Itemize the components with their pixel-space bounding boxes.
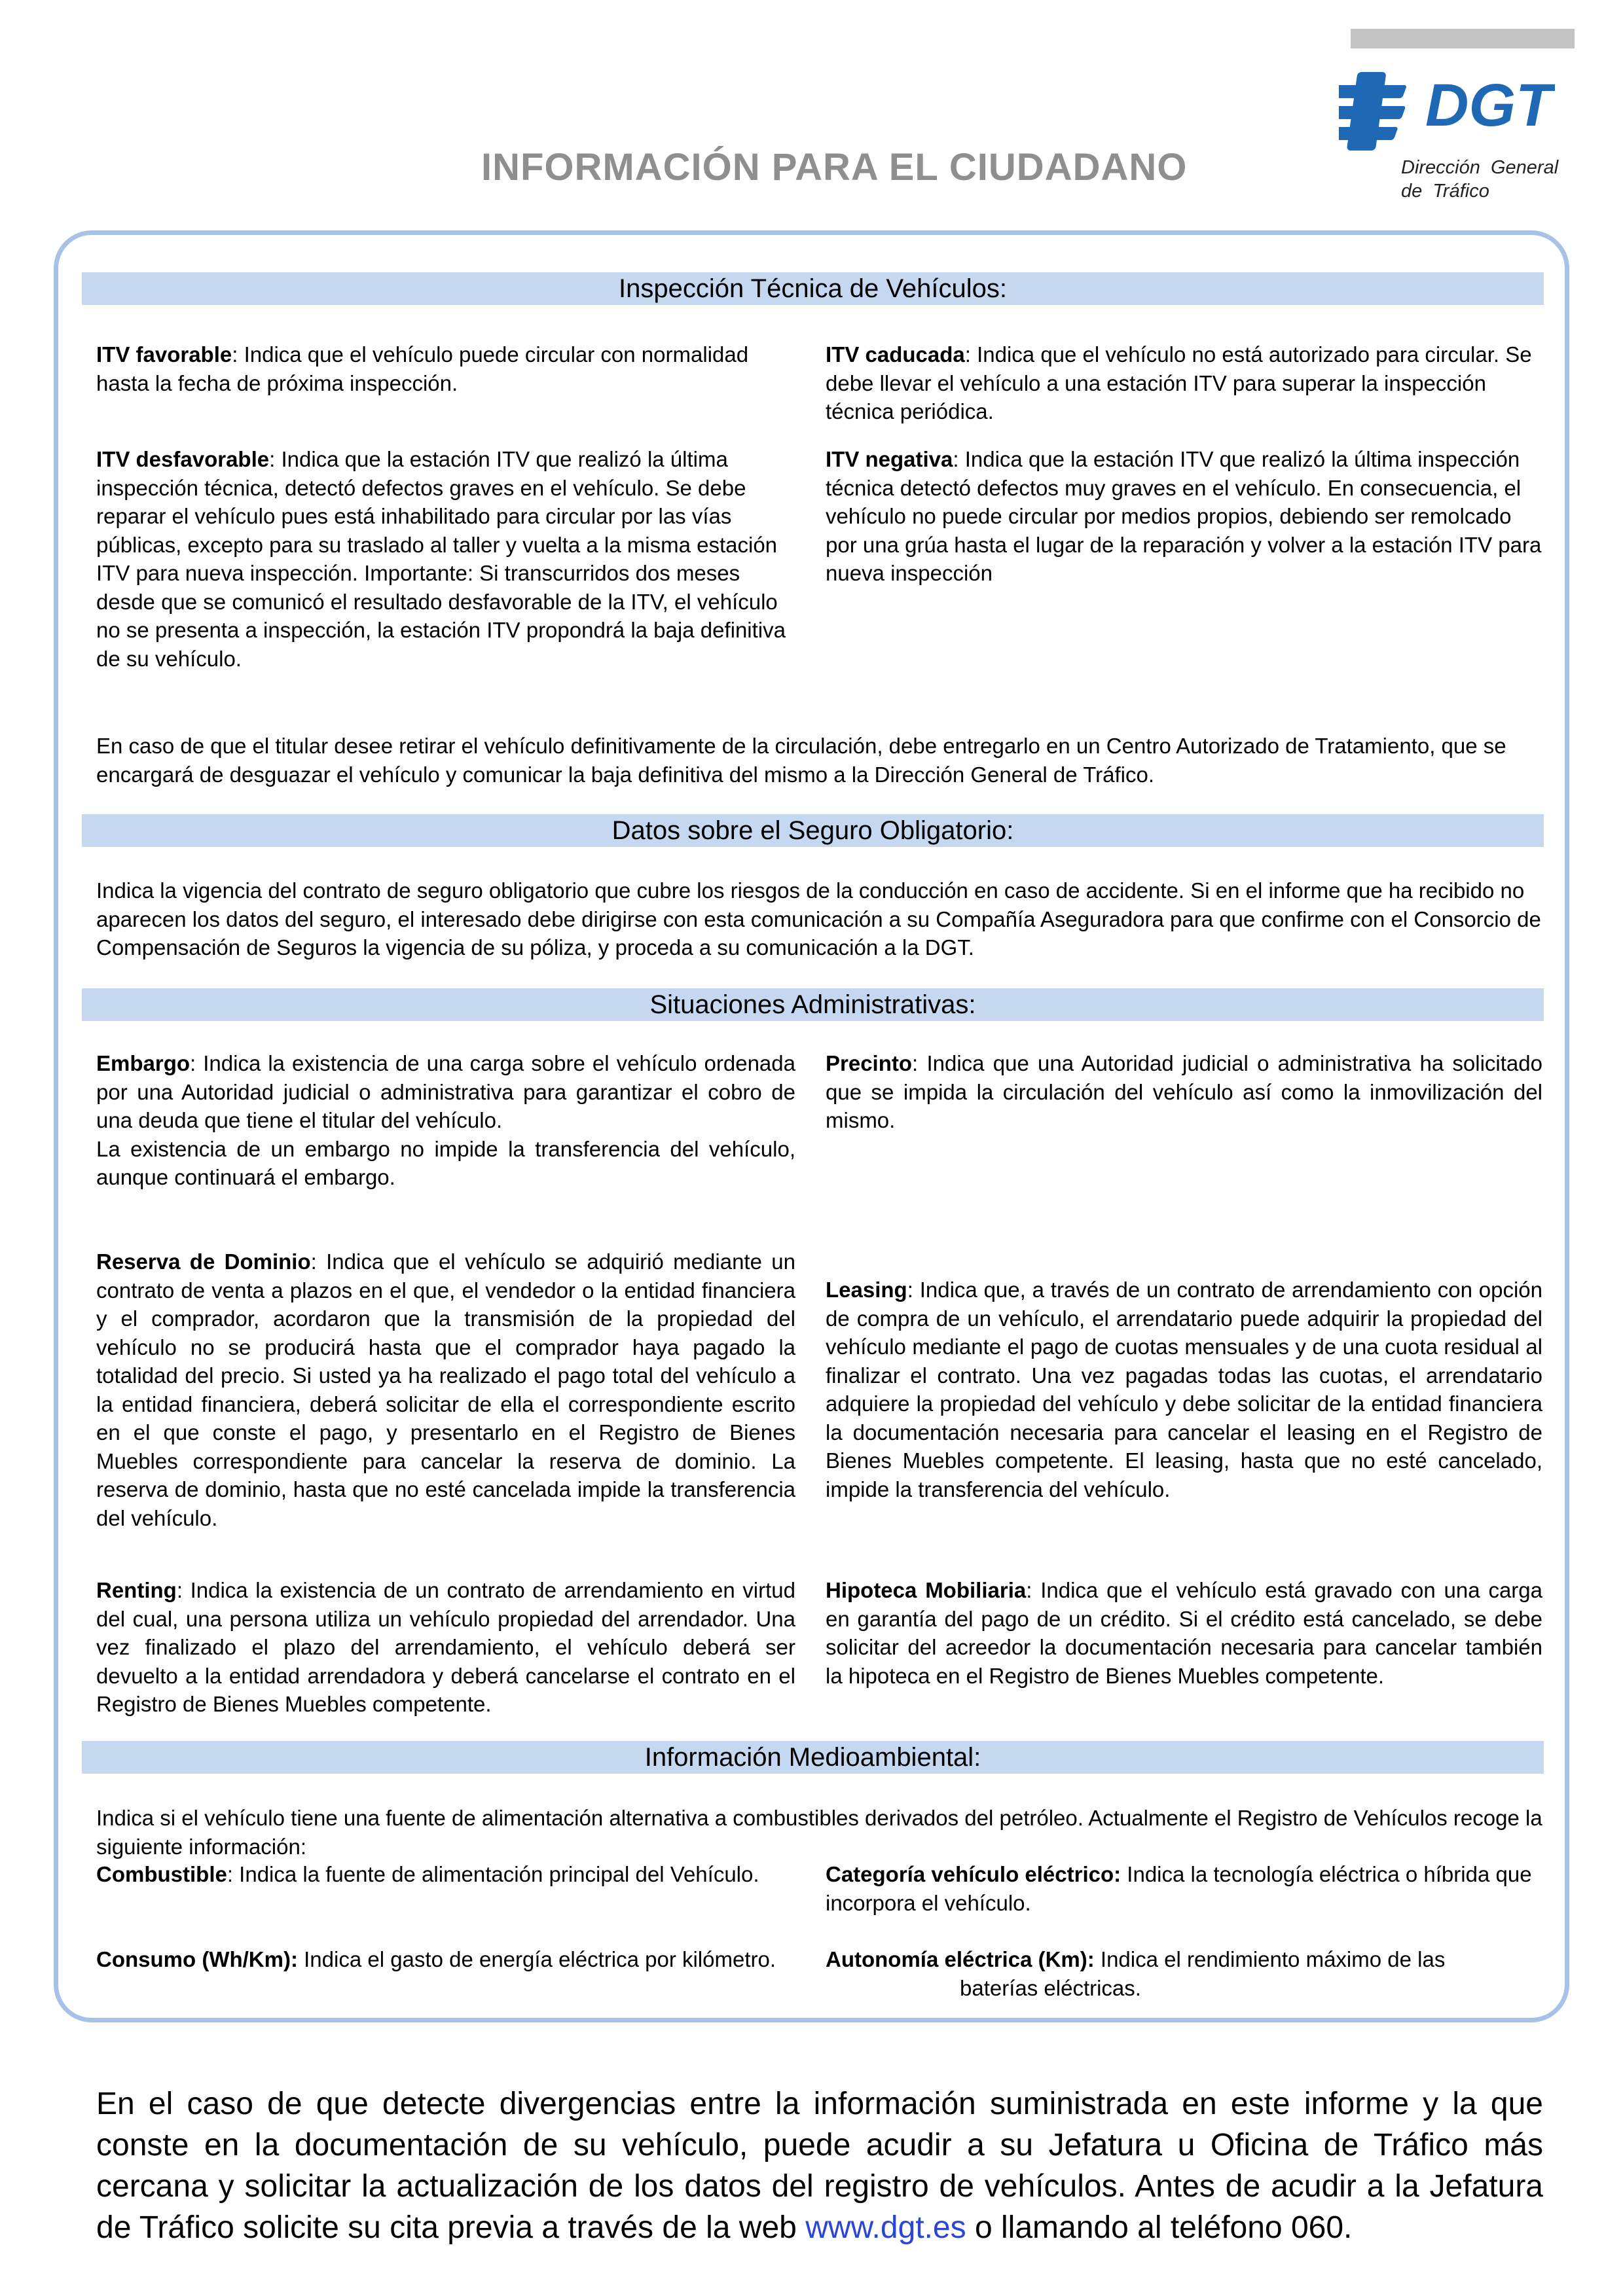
term-reserva-dominio: Reserva de Dominio (96, 1249, 311, 1274)
itv-caducada: ITV caducada: Indica que el vehículo no está autorizado para circular. Se debe llevar el vehículo a una estación ITV para superar la inspección técnica periódica. (826, 342, 1532, 423)
term-leasing: Leasing (826, 1278, 907, 1302)
term-categoria: Categoría vehículo eléctrico: (826, 1862, 1122, 1886)
footer-paragraph: En el caso de que detecte divergencias entre la información suministrada en este informe y la que conste en la documentación de su vehículo, puede acudir a su Jefatura u Oficina de Tráfico más cercana y solicitar la actualización de los datos del registro de vehículos. Antes de acudir a la Jefatura de Tráfico solicite su cita previa a través de la web www.dgt.es o llamando al teléfono 060. (96, 2087, 1543, 2245)
itv-favorable: ITV favorable: Indica que el vehículo puede circular con normalidad hasta la fecha de próxima inspección. (96, 342, 749, 395)
admin-embargo: Embargo: Indica la existencia de una carga sobre el vehículo ordenada por una Autoridad judicial o administrativa para garantizar el cobro de una deuda que tiene el titular del vehículo. La existencia de un embargo no impide la transferencia del vehículo, aunque continuará el embargo. (96, 1051, 795, 1189)
section-header-itv: Inspección Técnica de Vehículos: (82, 272, 1544, 305)
page-title: INFORMACIÓN PARA EL CIUDADANO (481, 146, 1188, 188)
term-consumo: Consumo (Wh/Km): (96, 1947, 298, 1971)
section-header-medioambiental: Información Medioambiental: (82, 1741, 1544, 1774)
seguro-paragraph: Indica la vigencia del contrato de seguro obligatorio que cubre los riesgos de la conducción en caso de accidente. Si en el informe que ha recibido no aparecen los datos del seguro, el interesado debe dirigirse con esta comunicación a su Compañía Aseguradora para que confirme con el Consorcio de Compensación de Seguros la vigencia de su póliza, y proceda a su comunicación a la DGT. (96, 878, 1541, 960)
term-itv-negativa: ITV negativa (826, 447, 953, 471)
term-hipoteca-mobiliaria: Hipoteca Mobiliaria (826, 1578, 1027, 1602)
medio-categoria: Categoría vehículo eléctrico: Indica la tecnología eléctrica o híbrida que incorpora el vehículo. (826, 1862, 1532, 1915)
admin-precinto: Precinto: Indica que una Autoridad judicial o administrativa ha solicitado que se impida la circulación del vehículo así como la inmovilización del mismo. (826, 1051, 1542, 1132)
logo-subtitle: Dirección General de Tráfico (1401, 157, 1559, 202)
term-embargo: Embargo (96, 1051, 191, 1075)
itv-desfavorable: ITV desfavorable: Indica que la estación ITV que realizó la última inspección técnica, detectó defectos graves en el vehículo. Se debe reparar el vehículo pues está inhabilitado para circular por las vías públicas, excepto para su traslado al taller y vuelta a la misma estación ITV para nueva inspección. Importante: Si transcurridos dos meses desde que se comunicó el resultado desfavorable de la ITV, el vehículo no se presenta a inspección, la estación ITV propondrá la baja definitiva de su vehículo. (96, 447, 786, 671)
section-header-seguro: Datos sobre el Seguro Obligatorio: (82, 814, 1544, 847)
dgt-website-link[interactable]: www.dgt.es (805, 2210, 966, 2245)
admin-renting: Renting: Indica la existencia de un contrato de arrendamiento en virtud del cual, una persona utiliza un vehículo propiedad del arrendador. Una vez finalizado el plazo del arrendamiento, el vehículo deberá ser devuelto a la entidad arrendadora y deberá cancelarse el contrato en el Registro de Bienes Muebles competente. (96, 1578, 795, 1716)
header-gray-bar (1351, 29, 1575, 48)
section-header-admin: Situaciones Administrativas: (82, 988, 1544, 1021)
medio-combustible: Combustible: Indica la fuente de alimentación principal del Vehículo. (96, 1862, 759, 1886)
medio-intro: Indica si el vehículo tiene una fuente de alimentación alternativa a combustibles derivados del petróleo. Actualmente el Registro de Vehículos recoge la siguiente información: (96, 1806, 1542, 1859)
dgt-logo (1339, 65, 1555, 164)
admin-leasing: Leasing: Indica que, a través de un contrato de arrendamiento con opción de compra de un vehículo, el arrendatario puede adquirir la propiedad del vehículo mediante el pago de cuotas mensuales y de una cuota residual al finalizar el contrato. Una vez pagadas todas las cuotas, el arrendatario adquiere la propiedad del vehículo y debe solicitar de la entidad financiera la documentación necesaria para cancelar el leasing en el Registro de Bienes Muebles competente. El leasing, hasta que no esté cancelado, impide la transferencia del vehículo. (826, 1278, 1542, 1501)
admin-hipoteca-mobiliaria: Hipoteca Mobiliaria: Indica que el vehículo está gravado con una carga en garantía del pago de un crédito. Si el crédito está cancelado, se debe solicitar del acreedor la documentación necesaria para cancelar también la hipoteca en el Registro de Bienes Muebles competente. (826, 1578, 1542, 1688)
term-itv-caducada: ITV caducada (826, 342, 965, 367)
medio-autonomia: Autonomía eléctrica (Km): Indica el rendimiento máximo de las baterías eléctricas. (826, 1947, 1446, 2000)
term-autonomia: Autonomía eléctrica (Km): (826, 1947, 1095, 1971)
itv-baja-paragraph: En caso de que el titular desee retirar el vehículo definitivamente de la circulación, debe entregarlo en un Centro Autorizado de Tratamiento, que se encargará de desguazar el vehículo y comunicar la baja definitiva del mismo a la Dirección General de Tráfico. (96, 734, 1506, 787)
term-combustible: Combustible (96, 1862, 227, 1886)
logo-text: DGT (1425, 72, 1553, 139)
itv-negativa: ITV negativa: Indica que la estación ITV que realizó la última inspección técnica detectó defectos muy graves en el vehículo. En consecuencia, el vehículo no puede circular por medios propios, debiendo ser remolcado por una grúa hasta el lugar de la reparación y volver a la estación ITV para nueva inspección (826, 447, 1542, 585)
admin-reserva-dominio: Reserva de Dominio: Indica que el vehículo se adquirió mediante un contrato de venta a plazos en el que, el vendedor o la entidad financiera y el comprador, acordaron que la transmisión de la propiedad del vehículo no se producirá hasta que el comprador haya pagado la totalidad del precio. Si usted ya ha realizado el pago total del vehículo a la entidad financiera, deberá solicitar de ella el correspondiente escrito en el que conste el pago, y presentarlo en el Registro de Bienes Muebles correspondiente para cancelar la reserva de dominio. La reserva de dominio, hasta que no esté cancelada impide la transferencia del vehículo. (96, 1249, 795, 1530)
term-itv-favorable: ITV favorable (96, 342, 232, 367)
term-renting: Renting (96, 1578, 177, 1602)
term-precinto: Precinto (826, 1051, 913, 1075)
term-itv-desfavorable: ITV desfavorable (96, 447, 270, 471)
medio-consumo: Consumo (Wh/Km): Indica el gasto de energía eléctrica por kilómetro. (96, 1947, 776, 1971)
